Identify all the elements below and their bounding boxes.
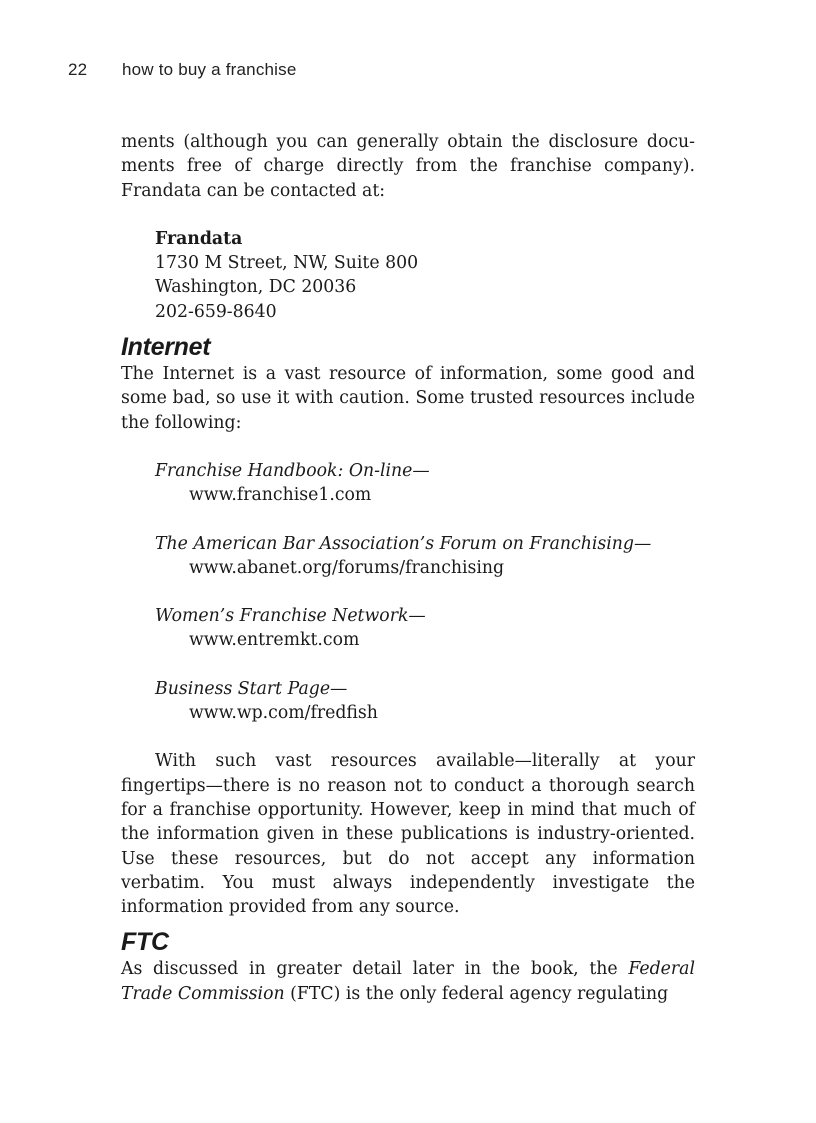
resource-url: www.abanet.org/forums/franchising: [189, 557, 505, 578]
section-heading-internet: Internet: [121, 333, 211, 362]
ftc-text-start: As discussed in greater detail later in the book, the: [121, 959, 629, 980]
resource-item: [155, 604, 695, 653]
intro-line-1: ments (although you can generally obtain the disclosure docu-: [121, 132, 695, 152]
closing-paragraph: With such vast resources available—literally at your fingertips—there is no reason not to conduct a thorough search for a franchise opportunity. However, keep in mind that much of the information given in these publications is industry-oriented. Use these resources, but do not accept any information verbatim. You must always independently investigate the information provided from any source.: [121, 751, 695, 918]
running-head: [68, 60, 297, 80]
section-heading-ftc: FTC: [121, 928, 169, 957]
resource-list: [155, 459, 695, 725]
address-organization: Frandata: [155, 228, 243, 249]
intro-line-3: Frandata can be contacted at:: [121, 180, 386, 201]
resource-url: www.wp.com/fredfish: [189, 703, 378, 724]
ftc-text-end: (FTC) is the only federal agency regulating: [284, 983, 669, 1004]
internet-paragraph: The Internet is a vast resource of information, some good and some bad, so use it with caution. Some trusted resources include the following:: [121, 364, 695, 433]
resource-title: Franchise Handbook: On-line—: [155, 460, 430, 481]
intro-line-2: ments free of charge directly from the franchise company).: [121, 156, 695, 177]
resource-item: [155, 459, 695, 508]
page-number: 22: [68, 60, 88, 79]
address-block: [155, 227, 695, 324]
ftc-paragraph: [121, 957, 695, 1006]
resource-title: The American Bar Association’s Forum on Franchising—: [155, 533, 652, 554]
resource-item: [155, 532, 695, 581]
resource-item: [155, 677, 695, 726]
address-street: 1730 M Street, NW, Suite 800: [155, 253, 419, 274]
resource-url: www.franchise1.com: [189, 485, 372, 506]
resource-title: Business Start Page—: [155, 678, 348, 699]
ftc-agency-name: Federal Trade Commission: [121, 959, 695, 1004]
resource-url: www.entremkt.com: [189, 630, 360, 651]
address-phone: 202-659-8640: [155, 301, 277, 322]
running-title: how to buy a franchise: [122, 60, 297, 79]
address-city: Washington, DC 20036: [155, 277, 357, 298]
body-text: [121, 130, 695, 1006]
resource-title: Women’s Franchise Network—: [155, 606, 426, 627]
